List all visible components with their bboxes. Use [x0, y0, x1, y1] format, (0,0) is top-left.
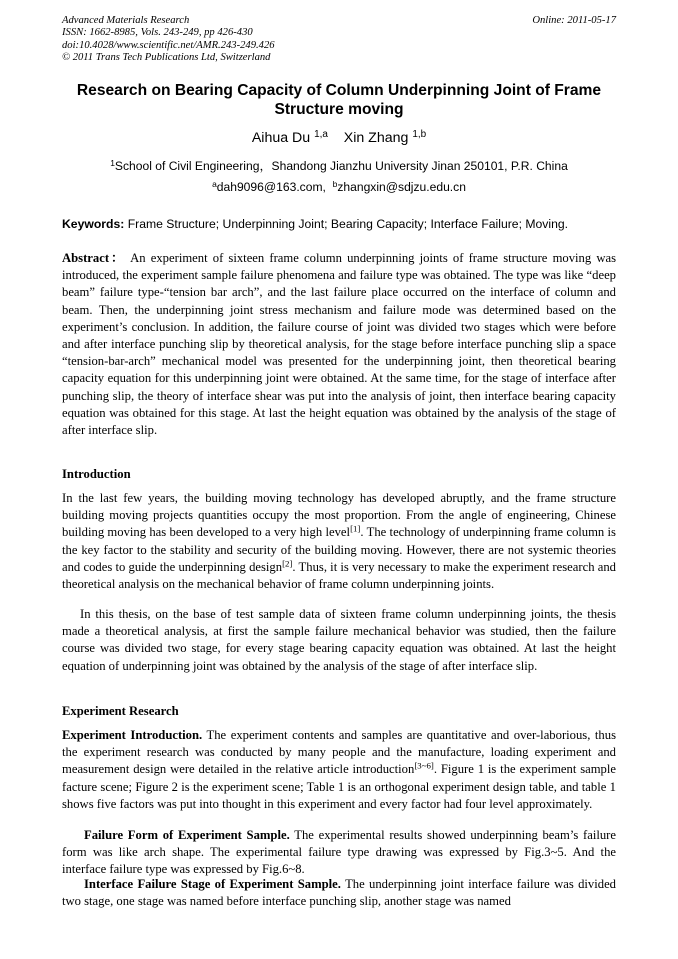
intro-p1-text-c: . Thus, it is very necessary to make the experiment research and theoretical analysis on the mechanical behavior of frame column underpinning joints.: [62, 559, 616, 592]
doi: doi:10.4028/www.scientific.net/AMR.243-249.426: [62, 39, 275, 51]
abstract-label: Abstract：: [62, 251, 126, 265]
author-2-affil: 1,b: [412, 129, 427, 141]
experiment-paragraph-1: [62, 727, 616, 813]
online-date: Online: 2011-05-17: [532, 15, 616, 26]
title-line-2: Structure moving: [274, 101, 404, 118]
citation-2[interactable]: [2]: [282, 558, 293, 569]
failure-form-text: The experimental results showed underpinning beam’s failure form was like arch shape. The experimental failure type drawing was expressed by Fig.3~5. And the interface failure type was expressed by Fig.6~8.: [62, 828, 616, 877]
intro-p1-text-a: In the last few years, the building moving technology has developed abruptly, and the frame structure building moving projects quantities occupy the most proportion. From the angle of engineering, Chinese building moving has been developed to a very high level: [62, 491, 616, 540]
introduction-paragraph-1: [62, 490, 616, 593]
intro-p1-text-b: . The technology of underpinning frame column is the key factor to the stability and security of the building moving. However, there are not systemic theories and codes to guide the underpinning design: [62, 525, 616, 574]
affiliation-text: School of Civil Engineering，Shandong Jianzhu University Jinan 250101, P.R. China: [114, 159, 568, 173]
abstract-text: An experiment of sixteen frame column underpinning joints of frame structure moving was introduced, the experiment sample failure phenomena and failure type was obtained. The type was like “deep beam” failure type-“tension bar arch”, and the last failure place occurred on the interface of column and beam. Then, the underpinning joint stress mechanism and failure mode was determined based on the experiment’s conclusion. In addition, the failure course of joint was divided two stages which were before and after interface punching slip by theoretical analysis, for the stage before interface punching slip a space “tension-bar-arch” mechanical model was presented for the underpinning joint, then theoretical bearing capacity equation for this underpinning joint were obtained. At the same time, for the stage of interface after punching slip, the theory of interface shear was put into the analysis of joint, then interface bearing capacity equation was obtained for this stage. At last the height equation was obtained by the analysis of the stage of after interface slip.: [62, 251, 617, 438]
failure-form-label: Failure Form of Experiment Sample.: [84, 828, 290, 842]
author-1: Aihua Du: [251, 130, 311, 146]
experiment-paragraph-2: [62, 827, 616, 879]
copyright: © 2011 Trans Tech Publications Ltd, Switzerland: [62, 52, 271, 64]
citation-1[interactable]: [1]: [350, 523, 361, 534]
keywords-text: Frame Structure; Underpinning Joint; Bearing Capacity; Interface Failure; Moving.: [127, 217, 569, 231]
experiment-paragraph-3: [62, 876, 616, 910]
citation-3-6[interactable]: [3~6]: [414, 760, 434, 771]
affiliation-mark: 1: [110, 157, 115, 168]
email-a-mark: a: [212, 178, 217, 189]
journal-name: Advanced Materials Research: [62, 15, 190, 26]
experiment-intro-label: Experiment Introduction.: [62, 728, 203, 742]
email-a[interactable]: dah9096@163.com,: [216, 180, 326, 194]
author-1-affil: 1,a: [314, 129, 328, 141]
introduction-heading: Introduction: [62, 467, 131, 481]
experiment-heading: Experiment Research: [62, 704, 179, 718]
paper-title: [62, 81, 616, 119]
issn: ISSN: 1662-8985, Vols. 243-249, pp 426-430: [62, 27, 253, 39]
introduction-paragraph-2: In this thesis, on the base of test sample data of sixteen frame column underpinning joints, the thesis made a theoretical analysis, at first the sample failure mechanical behavior was studied, then the failure course was divided two stage, for every stage bearing capacity equation was obtained. At last the height equation of underpinning joint was obtained by the analysis of the stage of after interface slip.: [62, 607, 616, 673]
author-2: Xin Zhang: [343, 130, 409, 146]
affiliation: [62, 157, 616, 174]
title-line-1: Research on Bearing Capacity of Column Underpinning Joint of Frame: [76, 82, 602, 99]
author-list: [62, 130, 616, 146]
experiment-p1-text-a: The experiment contents and samples are quantitative and over-laborious, thus the experiment research was conducted by many people and the manufacture, loading experiment and measurement design were detailed in the relative article introduction: [62, 728, 616, 777]
experiment-p1-text-b: . Figure 1 is the experiment sample facture scene; Figure 2 is the experiment scene; Table 1 is an orthogonal experiment design table, and table 1 shows five factors was put into thought in this experiment and every factor had four level approximately.: [62, 762, 616, 811]
abstract: [62, 250, 616, 439]
keywords-label: Keywords:: [62, 217, 125, 231]
keywords: [62, 217, 616, 231]
email-b[interactable]: zhangxin@sdjzu.edu.cn: [337, 180, 466, 194]
interface-failure-label: Interface Failure Stage of Experiment Sample.: [84, 877, 341, 891]
journal-header: [62, 15, 275, 65]
email-b-mark: b: [332, 178, 338, 189]
email-list: [62, 180, 616, 194]
interface-failure-text: The underpinning joint interface failure was divided two stage, one stage was named before interface punching slip, another stage was named: [62, 877, 616, 909]
